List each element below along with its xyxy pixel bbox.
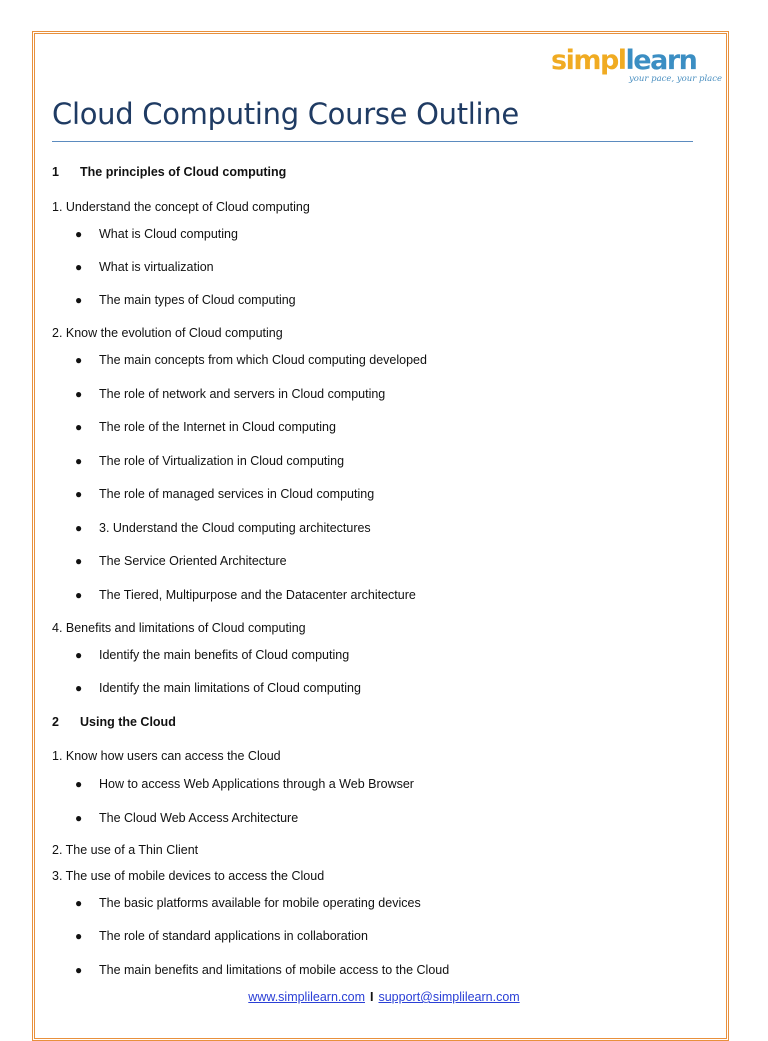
bullet-icon: ● [75, 353, 83, 367]
list-item: ● Identify the main limitations of Cloud computing [75, 681, 361, 695]
title-rule [52, 141, 693, 142]
bullet-icon: ● [75, 521, 83, 535]
list-item: ● The Tiered, Multipurpose and the Datacenter architecture [75, 588, 416, 602]
section-heading: 2 Using the Cloud [52, 715, 176, 729]
list-item: ● The role of managed services in Cloud computing [75, 487, 375, 501]
bullet-icon: ● [75, 648, 83, 662]
website-link[interactable]: www.simplilearn.com [248, 990, 365, 1004]
list-item: ● The basic platforms available for mobile operating devices [75, 896, 421, 910]
bullet-icon: ● [75, 588, 83, 602]
bullet-icon: ● [75, 487, 83, 501]
bullet-icon: ● [75, 387, 83, 401]
support-email-link[interactable]: support@simplilearn.com [378, 990, 520, 1004]
bullet-icon: ● [75, 293, 83, 307]
bullet-icon: ● [75, 777, 83, 791]
topic-label: 3. The use of mobile devices to access the Cloud [52, 869, 325, 883]
bullet-icon: ● [75, 454, 83, 468]
list-item: ● The role of network and servers in Cloud computing [75, 387, 386, 401]
page-border [32, 31, 729, 1041]
topic-label: 4. Benefits and limitations of Cloud computing [52, 621, 306, 635]
bullet-icon: ● [75, 227, 83, 241]
list-item: ● The main benefits and limitations of mobile access to the Cloud [75, 963, 450, 977]
topic-label: 2. Know the evolution of Cloud computing [52, 326, 283, 340]
list-item: ● The role of the Internet in Cloud computing [75, 420, 336, 434]
list-item: ● The Cloud Web Access Architecture [75, 811, 299, 825]
bullet-icon: ● [75, 929, 83, 943]
topic-label: 2. The use of a Thin Client [52, 843, 199, 857]
list-item: ● What is virtualization [75, 260, 214, 274]
topic-label: 1. Understand the concept of Cloud computing [52, 200, 310, 214]
topic-label: 1. Know how users can access the Cloud [52, 749, 281, 763]
list-item: ● 3. Understand the Cloud computing architectures [75, 521, 371, 535]
list-item: ● The role of Virtualization in Cloud computing [75, 454, 345, 468]
footer-separator: I [370, 990, 374, 1004]
simplilearn-logo [551, 44, 721, 88]
list-item: ● Identify the main benefits of Cloud computing [75, 648, 350, 662]
bullet-icon: ● [75, 896, 83, 910]
list-item: ● The main types of Cloud computing [75, 293, 296, 307]
bullet-icon: ● [75, 811, 83, 825]
bullet-icon: ● [75, 963, 83, 977]
list-item: ● The main concepts from which Cloud computing developed [75, 353, 427, 367]
list-item: ● The Service Oriented Architecture [75, 554, 287, 568]
logo-wordmark: simpllearn [551, 45, 697, 76]
list-item: ● The role of standard applications in collaboration [75, 929, 368, 943]
logo-tagline: your pace, your place [629, 74, 723, 84]
bullet-icon: ● [75, 681, 83, 695]
footer [0, 990, 768, 1004]
bullet-icon: ● [75, 554, 83, 568]
bullet-icon: ● [75, 260, 83, 274]
list-item: ● What is Cloud computing [75, 227, 238, 241]
list-item: ● How to access Web Applications through a Web Browser [75, 777, 414, 791]
section-heading: 1 The principles of Cloud computing [52, 165, 287, 179]
bullet-icon: ● [75, 420, 83, 434]
page-title: Cloud Computing Course Outline [52, 97, 519, 131]
